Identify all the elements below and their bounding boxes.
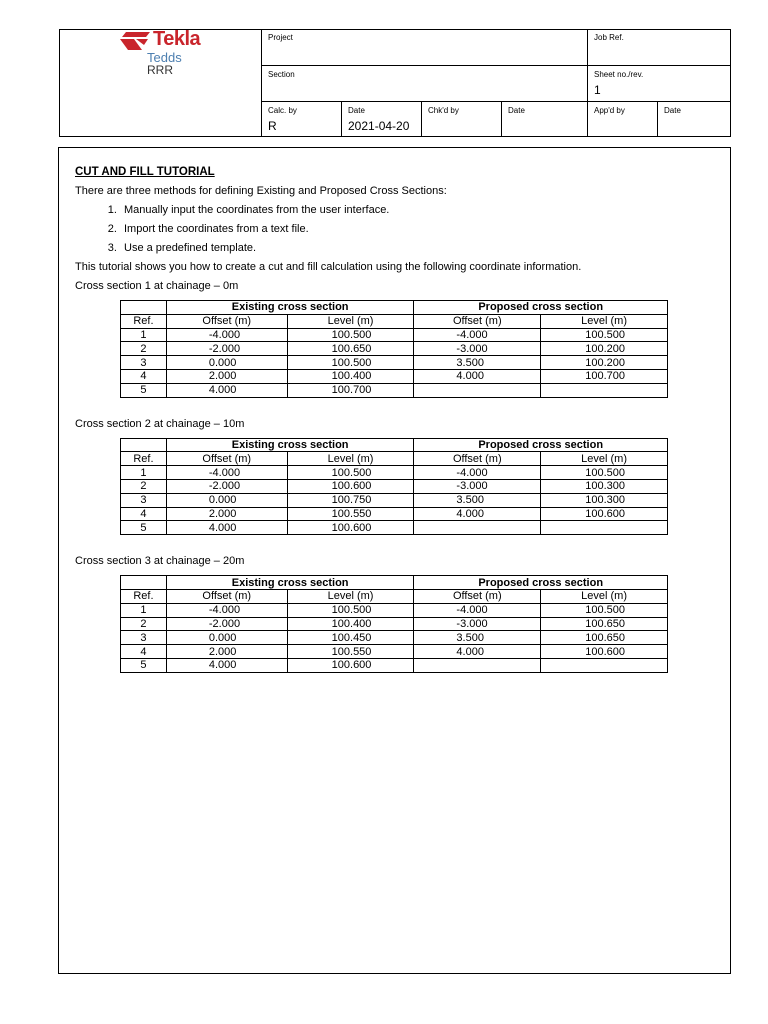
table-cell: -4.000	[166, 466, 287, 480]
table-row	[121, 617, 668, 631]
table-cell: 100.200	[541, 342, 668, 356]
table-column-header-row	[121, 589, 668, 603]
table-cell: 100.600	[541, 507, 668, 521]
calc-header	[59, 29, 731, 137]
approved-by-label: App'd by	[594, 106, 625, 115]
table-cell: 5	[121, 521, 167, 535]
offset-header: Offset (m)	[166, 314, 287, 328]
table-cell: 100.550	[287, 507, 414, 521]
content-area	[75, 166, 715, 693]
table-cell: 2.000	[166, 645, 287, 659]
table-cell: 4	[121, 369, 167, 383]
table-cell: 2.000	[166, 507, 287, 521]
table-cell: 3.500	[414, 631, 541, 645]
table-cell: 100.500	[287, 356, 414, 370]
table-cell: 100.500	[541, 328, 668, 342]
level-header: Level (m)	[541, 314, 668, 328]
table-cell: 100.650	[541, 617, 668, 631]
table-cell: 1	[121, 603, 167, 617]
project-cell	[261, 29, 587, 65]
table-cell: 100.400	[287, 617, 414, 631]
table-cell: 2	[121, 479, 167, 493]
table-column-header-row	[121, 314, 668, 328]
table-row	[121, 507, 668, 521]
sheet-label: Sheet no./rev.	[594, 70, 644, 79]
sheet-value: 1	[594, 83, 601, 97]
logo-company: RRR	[147, 63, 173, 77]
table-cell: 3.500	[414, 356, 541, 370]
table-row	[121, 493, 668, 507]
tekla-logo-icon	[120, 32, 150, 50]
date-value: 2021-04-20	[348, 119, 410, 133]
level-header: Level (m)	[541, 589, 668, 603]
table-cell: 4.000	[414, 507, 541, 521]
table-cell: 100.550	[287, 645, 414, 659]
cross-sections	[75, 280, 715, 673]
table-cell: 100.600	[541, 645, 668, 659]
table-cell: 100.700	[541, 369, 668, 383]
table-cell: 100.600	[287, 658, 414, 672]
calcby-label: Calc. by	[268, 106, 297, 115]
jobref-label: Job Ref.	[594, 33, 624, 42]
table-row	[121, 603, 668, 617]
table-cell: 1	[121, 328, 167, 342]
table-cell: 5	[121, 658, 167, 672]
table-cell: 2	[121, 617, 167, 631]
table-row	[121, 356, 668, 370]
table-cell	[541, 658, 668, 672]
table-row	[121, 645, 668, 659]
table-cell	[414, 521, 541, 535]
table-cell: 100.650	[287, 342, 414, 356]
table-cell: 0.000	[166, 356, 287, 370]
calc-body	[58, 147, 731, 974]
table-cell	[541, 383, 668, 397]
table-cell: 2	[121, 342, 167, 356]
table-cell: 1	[121, 466, 167, 480]
date-cell	[341, 101, 421, 137]
page-title: CUT AND FILL TUTORIAL	[75, 166, 215, 178]
cross-section-table	[120, 438, 668, 536]
table-cell	[541, 521, 668, 535]
method-item: 2. Import the coordinates from a text file.	[120, 223, 715, 235]
table-cell: 100.200	[541, 356, 668, 370]
checked-date-label: Date	[508, 106, 525, 115]
table-cell: -2.000	[166, 342, 287, 356]
jobref-cell	[587, 29, 731, 65]
cross-section-table	[120, 300, 668, 398]
table-cell: 0.000	[166, 631, 287, 645]
table-cell: 4.000	[166, 383, 287, 397]
tutorial-note: This tutorial shows you how to create a cut and fill calculation using the following coordinate information.	[75, 261, 582, 273]
table-header-blank	[121, 438, 167, 452]
table-cell	[414, 383, 541, 397]
table-cell: 100.750	[287, 493, 414, 507]
table-cell: 100.600	[287, 479, 414, 493]
proposed-header: Proposed cross section	[414, 438, 668, 452]
table-cell: 100.500	[541, 466, 668, 480]
existing-header: Existing cross section	[166, 438, 414, 452]
table-column-header-row	[121, 452, 668, 466]
table-cell: 4.000	[414, 645, 541, 659]
table-cell: 4	[121, 507, 167, 521]
level-header: Level (m)	[287, 589, 414, 603]
table-cell: 100.500	[287, 328, 414, 342]
method-item: 1. Manually input the coordinates from the user interface.	[120, 204, 715, 216]
table-group-header-row	[121, 576, 668, 590]
table-cell: 3.500	[414, 493, 541, 507]
table-row	[121, 342, 668, 356]
calcby-value: R	[268, 119, 277, 133]
table-row	[121, 658, 668, 672]
table-cell	[414, 658, 541, 672]
table-cell: -4.000	[414, 328, 541, 342]
proposed-header: Proposed cross section	[414, 301, 668, 315]
level-header: Level (m)	[541, 452, 668, 466]
table-cell: -4.000	[414, 466, 541, 480]
offset-header: Offset (m)	[414, 452, 541, 466]
table-row	[121, 369, 668, 383]
table-cell: -4.000	[414, 603, 541, 617]
intro-text: There are three methods for defining Existing and Proposed Cross Sections:	[75, 185, 447, 197]
table-cell: 2.000	[166, 369, 287, 383]
table-row	[121, 521, 668, 535]
table-row	[121, 631, 668, 645]
project-label: Project	[268, 33, 293, 42]
offset-header: Offset (m)	[414, 589, 541, 603]
table-header-blank	[121, 301, 167, 315]
table-cell: -4.000	[166, 603, 287, 617]
table-cell: -3.000	[414, 342, 541, 356]
table-cell: 100.450	[287, 631, 414, 645]
table-cell: 100.500	[541, 603, 668, 617]
calcby-cell	[261, 101, 341, 137]
table-row	[121, 328, 668, 342]
sheet-cell	[587, 65, 731, 101]
checked-date-cell	[501, 101, 587, 137]
existing-header: Existing cross section	[166, 576, 414, 590]
table-header-blank	[121, 576, 167, 590]
table-cell: -2.000	[166, 617, 287, 631]
table-cell: 4.000	[166, 658, 287, 672]
table-cell: 5	[121, 383, 167, 397]
table-cell: 100.700	[287, 383, 414, 397]
table-cell: -2.000	[166, 479, 287, 493]
table-cell: -4.000	[166, 328, 287, 342]
table-cell: -3.000	[414, 617, 541, 631]
logo-product: Tedds	[147, 50, 182, 65]
ref-header: Ref.	[121, 452, 167, 466]
level-header: Level (m)	[287, 452, 414, 466]
approved-date-label: Date	[664, 106, 681, 115]
checked-by-cell	[421, 101, 501, 137]
offset-header: Offset (m)	[166, 452, 287, 466]
table-cell: 100.300	[541, 479, 668, 493]
table-cell: 100.650	[541, 631, 668, 645]
table-group-header-row	[121, 301, 668, 315]
table-cell: 0.000	[166, 493, 287, 507]
date-label: Date	[348, 106, 365, 115]
section-cell	[261, 65, 587, 101]
table-group-header-row	[121, 438, 668, 452]
cross-section-table	[120, 575, 668, 673]
offset-header: Offset (m)	[166, 589, 287, 603]
cross-section-caption: Cross section 2 at chainage – 10m	[75, 417, 245, 430]
table-cell: 4	[121, 645, 167, 659]
ref-header: Ref.	[121, 589, 167, 603]
level-header: Level (m)	[287, 314, 414, 328]
approved-by-cell	[587, 101, 657, 137]
section-label: Section	[268, 70, 295, 79]
logo-brand: Tekla	[153, 28, 201, 50]
table-cell: 3	[121, 356, 167, 370]
table-row	[121, 479, 668, 493]
methods-list	[75, 204, 715, 254]
table-cell: 100.300	[541, 493, 668, 507]
table-cell: 4.000	[166, 521, 287, 535]
approved-date-cell	[657, 101, 731, 137]
cross-section-caption: Cross section 1 at chainage – 0m	[75, 280, 239, 292]
table-cell: 100.500	[287, 466, 414, 480]
existing-header: Existing cross section	[166, 301, 414, 315]
tekla-tedds-logo	[120, 30, 260, 90]
table-row	[121, 466, 668, 480]
table-row	[121, 383, 668, 397]
table-cell: 3	[121, 493, 167, 507]
method-item: 3. Use a predefined template.	[120, 242, 715, 254]
table-cell: -3.000	[414, 479, 541, 493]
table-cell: 100.500	[287, 603, 414, 617]
table-cell: 100.600	[287, 521, 414, 535]
table-cell: 100.400	[287, 369, 414, 383]
cross-section-caption: Cross section 3 at chainage – 20m	[75, 555, 245, 568]
checked-by-label: Chk'd by	[428, 106, 459, 115]
offset-header: Offset (m)	[414, 314, 541, 328]
proposed-header: Proposed cross section	[414, 576, 668, 590]
ref-header: Ref.	[121, 314, 167, 328]
table-cell: 3	[121, 631, 167, 645]
table-cell: 4.000	[414, 369, 541, 383]
